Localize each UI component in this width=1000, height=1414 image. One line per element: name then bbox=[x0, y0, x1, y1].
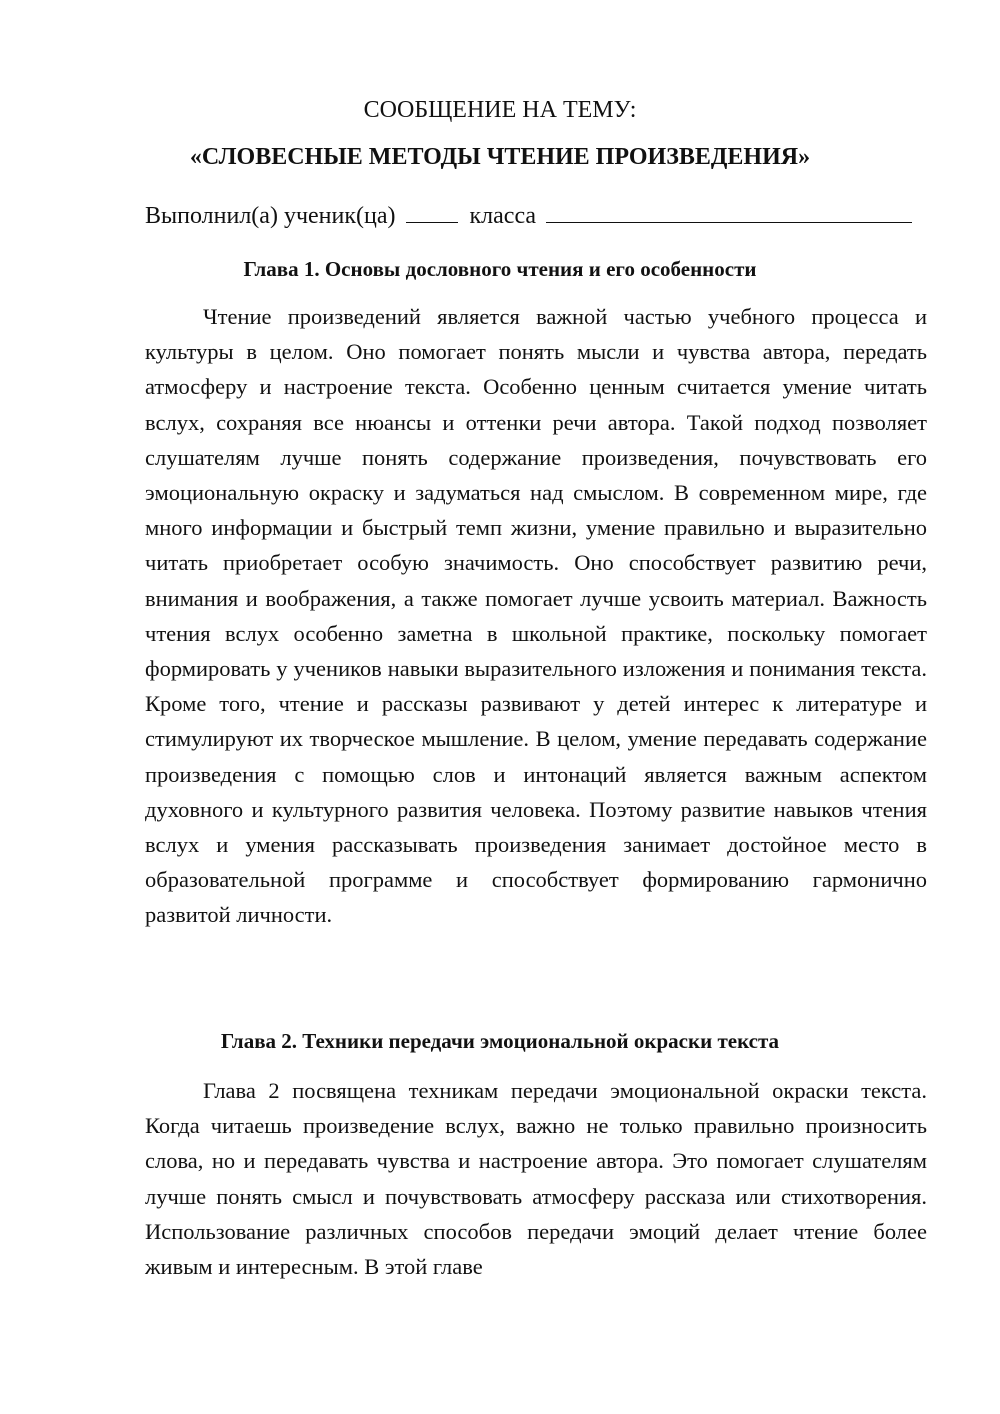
author-line bbox=[145, 196, 918, 234]
title-line-1: СООБЩЕНИЕ НА ТЕМУ: bbox=[363, 97, 637, 123]
grade-blank bbox=[406, 196, 458, 223]
chapter-2-paragraph: Глава 2 посвящена техникам передачи эмоциональной окраски текста. Когда читаешь произведение вслух, важно не только правильно произносить слова, но и передавать чувства и настроение автора. Это помогает слушателям лучше понять смысл и почувствовать атмосферу рассказа или стихотворения. Использование различных способов передачи эмоций делает чтение более живым и интересным. В этой главе bbox=[145, 1078, 927, 1280]
chapter-1-heading: Глава 1. Основы дословного чтения и его особенности bbox=[243, 257, 757, 281]
title-line-2: «СЛОВЕСНЫЕ МЕТОДЫ ЧТЕНИЕ ПРОИЗВЕДЕНИЯ» bbox=[189, 144, 811, 170]
chapter-1-paragraph: Чтение произведений является важной частью учебного процесса и культуры в целом. Оно помогает понять мысли и чувства автора, передать атмосферу и настроение текста. Особенно ценным считается умение читать вслух, сохраняя все нюансы и оттенки речи автора. Такой подход позволяет слушателям лучше понять содержание произведения, почувствовать его эмоциональную окраску и задуматься над смыслом. В современном мире, где много информации и быстрый темп жизни, умение правильно и выразительно читать приобретает особую значимость. Оно способствует развитию речи, внимания и воображения, а также помогает лучше усвоить материал. Важность чтения вслух особенно заметна в школьной практике, поскольку помогает формировать у учеников навыки выразительного изложения и понимания текста. Кроме того, чтение и рассказы развивают у детей интерес к литературе и стимулируют их творческое мышление. В целом, умение передавать содержание произведения с помощью слов и интонаций является важным аспектом духовного и культурного развития человека. Поэтому развитие навыков чтения вслух и умения рассказывать произведения занимает достойное место в образовательной программе и способствует формированию гармонично развитой личности. bbox=[145, 304, 927, 928]
author-class-word: класса bbox=[469, 203, 537, 229]
chapter-2-heading: Глава 2. Техники передачи эмоциональной окраски текста bbox=[220, 1029, 780, 1053]
author-prefix: Выполнил(а) ученик(ца) bbox=[145, 203, 396, 229]
name-blank bbox=[546, 196, 912, 223]
